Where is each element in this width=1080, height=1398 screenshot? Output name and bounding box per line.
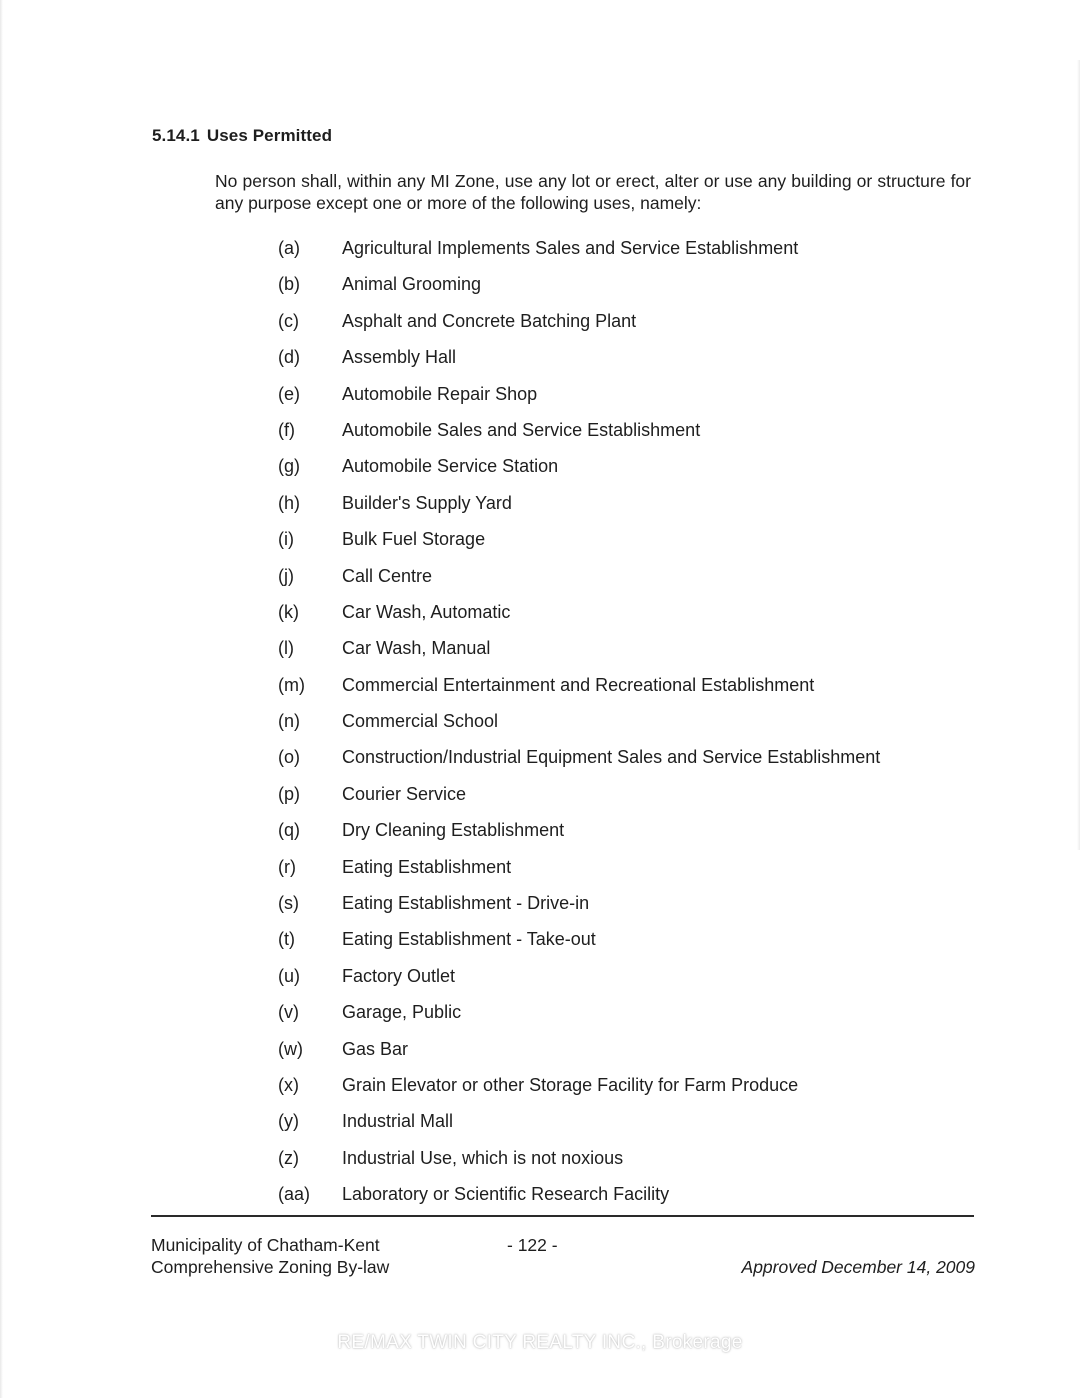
- section-heading: [152, 126, 332, 146]
- list-item-marker: (w): [278, 1038, 303, 1059]
- footer-municipality: Municipality of Chatham-Kent: [151, 1235, 380, 1255]
- list-item-marker: (b): [278, 274, 300, 295]
- list-item-label: Construction/Industrial Equipment Sales and Service Establishment: [342, 747, 881, 768]
- list-item-label: Automobile Sales and Service Establishment: [342, 419, 701, 440]
- list-item-label: Laboratory or Scientific Research Facility: [342, 1184, 670, 1205]
- list-item-marker: (f): [278, 419, 295, 440]
- footer-bylaw: Comprehensive Zoning By-law: [151, 1257, 390, 1277]
- list-item-label: Grain Elevator or other Storage Facility for Farm Produce: [342, 1074, 799, 1095]
- list-item-marker: (o): [278, 747, 300, 768]
- list-item-marker: (u): [278, 965, 300, 986]
- list-item-label: Dry Cleaning Establishment: [342, 820, 565, 841]
- list-item-marker: (a): [278, 238, 300, 258]
- list-item-label: Animal Grooming: [342, 274, 482, 295]
- scan-edge-left: [0, 0, 3, 1398]
- brokerage-watermark: RE/MAX TWIN CITY REALTY INC., Brokerage: [337, 1332, 743, 1353]
- list-item-marker: (g): [278, 456, 300, 477]
- list-item-marker: (aa): [278, 1184, 311, 1205]
- list-item-label: Car Wash, Automatic: [342, 601, 511, 622]
- intro-paragraph: No person shall, within any MI Zone, use any lot or erect, alter or use any building or structure for any purpose except one or more of the following uses, namely:: [215, 171, 971, 213]
- list-item-marker: (n): [278, 711, 300, 732]
- list-item-label: Asphalt and Concrete Batching Plant: [342, 310, 637, 331]
- list-item-label: Call Centre: [342, 565, 433, 586]
- list-item-label: Industrial Mall: [342, 1111, 454, 1132]
- list-item-marker: (c): [278, 310, 299, 331]
- footer-divider: [151, 1215, 974, 1217]
- list-item-marker: (r): [278, 856, 296, 877]
- list-item-marker: (x): [278, 1074, 299, 1095]
- list-item-label: Automobile Service Station: [342, 456, 559, 477]
- list-item-marker: (l): [278, 638, 294, 659]
- list-item-label: Eating Establishment: [342, 856, 512, 877]
- list-item-marker: (m): [278, 674, 305, 695]
- list-item-label: Industrial Use, which is not noxious: [342, 1147, 624, 1168]
- list-item-marker: (i): [278, 529, 294, 550]
- list-item-marker: (h): [278, 492, 300, 513]
- list-item-marker: (k): [278, 601, 299, 622]
- list-item-marker: (v): [278, 1002, 299, 1023]
- list-item-marker: (s): [278, 893, 299, 914]
- list-item-label: Automobile Repair Shop: [342, 383, 538, 404]
- list-item-label: Courier Service: [342, 783, 467, 804]
- list-item-label: Eating Establishment - Take-out: [342, 929, 596, 950]
- section-title: Uses Permitted: [206, 126, 333, 145]
- list-item-label: Commercial Entertainment and Recreational Establishment: [342, 674, 815, 695]
- footer-left: [151, 1234, 389, 1278]
- list-item-label: Agricultural Implements Sales and Service Establishment: [342, 238, 799, 258]
- list-item-label: Factory Outlet: [342, 965, 456, 986]
- list-item-label: Assembly Hall: [342, 347, 457, 368]
- list-item-marker: (d): [278, 347, 300, 368]
- page-number: - 122 -: [507, 1235, 558, 1255]
- section-number: 5.14.1: [152, 126, 200, 145]
- list-item-marker: (t): [278, 929, 295, 950]
- list-item-label: Car Wash, Manual: [342, 638, 491, 659]
- approval-date: Approved December 14, 2009: [741, 1257, 975, 1277]
- list-item-label: Eating Establishment - Drive-in: [342, 893, 590, 914]
- list-item-marker: (p): [278, 783, 300, 804]
- list-item-marker: (e): [278, 383, 300, 404]
- list-item-label: Garage, Public: [342, 1002, 462, 1023]
- list-item-label: Commercial School: [342, 711, 499, 732]
- list-item-marker: (y): [278, 1111, 299, 1132]
- list-item-marker: (z): [278, 1147, 299, 1168]
- list-item-label: Gas Bar: [342, 1038, 409, 1059]
- list-item-marker: (j): [278, 565, 294, 586]
- list-item-marker: (q): [278, 820, 300, 841]
- list-item-label: Builder's Supply Yard: [342, 492, 512, 513]
- list-item-label: Bulk Fuel Storage: [342, 529, 486, 550]
